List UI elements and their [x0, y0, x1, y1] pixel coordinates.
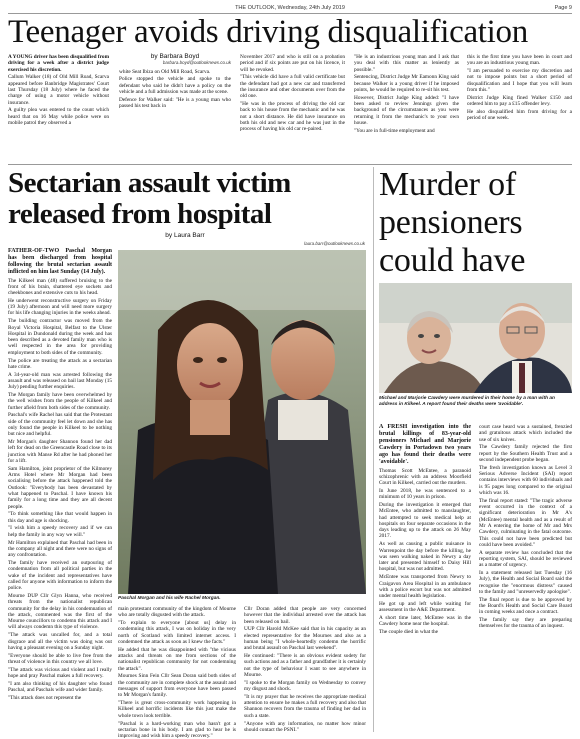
article1-email: barbara.boyd@outlooknews.co.uk: [162, 60, 231, 66]
article3-col1-p2: In June 2018, he was sentenced to a minimum of 10 years in prison.: [379, 487, 471, 501]
article2-col1-p0: FATHER-OF-TWO Paschal Morgan has been discharged from hospital following the brutal sectarian assault inflicted on him last Sunday (14 July).: [8, 248, 112, 275]
section-divider: [8, 164, 572, 165]
article2-col1-p6: The Morgan family have been overwhelmed by the well wishes from the people of Kilkeel and further afield from both sides of the community.: [8, 392, 112, 411]
page-number: Page 9: [554, 5, 572, 11]
article1-col3-p2: "He was in the process of driving the old car back to his house from the mechanic and he was not a short distance. He did have insurance on both his old and new car and he was just in the process of having his old car re-paired.: [240, 101, 345, 133]
article2-col1-p3: The building contractor was moved from the Royal Victoria Hospital, Belfast to the Ulster Hospital in Dundonald during the week and has been described as a devoted family man who is well respected in the area for providing employment to both sides of the community.: [8, 318, 112, 356]
article1-col1-p2: A guilty plea was entered to the count which heard that on 16 May while police were on mobile patrol they observed a: [8, 107, 109, 126]
article2-col3-p2: He continued: "There is an obvious evident sodety for such actions and as a father and grandfather it is certainly not the type of behaviour I want to see anywhere in Mourne.: [244, 653, 366, 678]
article3-headline: Murder of pensioners could have: [379, 166, 526, 279]
pensioners-photo-image: [379, 283, 572, 393]
article3-col1-p0: A FRESH investigation into the brutal killings of 83-year-old pensioners Michael and Marjorie Cawdery in Portadown two years ago has found their deaths were 'avoidable'.: [379, 424, 471, 465]
article3-col1-p5: McEntee was transported from Newry to Craigavon Area Hospital in an ambulance with a police escort but was not admitted under mental health legislation.: [379, 574, 471, 600]
article3-col2-p6: The final report is due to be approved by the Board's Health and Social Care Board in coming weeks and once a contract.: [479, 596, 572, 616]
article2-col1-p12: Mr Hamilton explained that Paschal had been in the company all night and there were no signs of any confrontation.: [8, 539, 112, 559]
article1-col3-p0: November 2017 and who is still on a probation period and if six points are put on his licence, it will be revoked.: [240, 54, 345, 73]
article2-email: laura.barr@outlooknews.co.uk: [304, 241, 365, 246]
article2-col2-p0: main protestant community of the kingdom of Mourne who are totally disgusted with the attack.: [118, 606, 236, 619]
article3-col2: [479, 424, 572, 732]
article1-col1-p0: A YOUNG driver has been disqualified from driving for a week after a district judge exercised his discretion.: [8, 54, 109, 73]
couple-photo: [118, 250, 366, 594]
page-header-bar: [8, 4, 572, 14]
article1-byline: by Barbara Boyd: [150, 53, 200, 60]
article3-col2-p2: The fresh investigation known as Level 3 Serious Adverse Incident (SAI) report contains interviews with 60 individuals and is 95 pages long compared to the original which was 16.: [479, 464, 572, 496]
article1-col5: [467, 54, 572, 164]
article1-col3: [240, 54, 345, 164]
article2-col3-p0: Cllr Doran added that people are very concerned however that the individual arrested over the attack has been released on bail.: [244, 606, 366, 625]
article3-col2-p7: The family say they are preparing themselves for the trauma of an inquest.: [479, 617, 572, 630]
article2-col1-p17: "The attack was vicious and violent and I really hope and pray Paschal makes a full recovery.: [8, 666, 112, 680]
article2-col2-p1: "To explain to everyone [about us] delay in condemning this attack, I was on holiday in the very north of Scotland with limited internet access. I condemned the attack as soon as I knew the facts.": [118, 620, 236, 645]
article2-col3: [244, 606, 366, 732]
article2-headline: Sectarian assault victim released from hospital: [8, 167, 291, 230]
article2-col2-p2: He added that he was disappointed with "the vicious attacks and threats on me from sections of the nationalist republican community for not condemning the attack".: [118, 646, 236, 672]
article2-col1-p1: The Kilkeel man (48) suffered bruising to the front of his brain, shattered eye sockets and cheekbones and extensive cuts to his head.: [8, 277, 112, 297]
article1-col1-p1: Callum Walker (18) of Old Mill Road, Scarva appeared before Banbridge Magistrates' Court last Thursday (18 July) where he faced the charge of using a motor vehicle without insurance.: [8, 74, 109, 106]
article1-col5-p0: this is the first time you have been in court and you are an industrious young man.: [467, 54, 572, 67]
article3-col2-p4: A separate review has concluded that the reporting system, SAI, should be reviewed as a matter of urgency.: [479, 549, 572, 569]
article2-col3-p3: "I spoke to the Morgan family on Wednesday to convey my disgust and shock.: [244, 679, 366, 693]
article1-col1: [8, 54, 109, 164]
article2-col1-p4: The police are treating the attack as a sectarian hate crime.: [8, 357, 112, 370]
article2-col2: [118, 606, 236, 739]
article2-col2-p4: "There is great cross-community work happening in Kilkeel and horrific incidents like this just make the whole town look terrible.: [118, 700, 236, 719]
article2-byline: by Laura Barr: [165, 232, 205, 239]
article2-col1-p7: Paschal's wife Rachel has said that the Protestant side of the community feel let down and she has only found the people in Kilkeel to be nothing but nice and helpful.: [8, 412, 112, 438]
couple-photo-image: [118, 250, 366, 594]
article2-col2-p3: Mournes Sinn Fein Cllr Sean Doran said both sides of the community are in complete shock at the assault and messages of support from everyone have been passed to Mr Morgan's family.: [118, 673, 236, 699]
article2-col1-p14: Mourne DUP Cllr Glyn Hanna, who received threats from the nationalist republican community for the delay in his condemnation of the attack, commented was the first of the Mourne councillors to condemn this attack and I will always condemn this type of violence.: [8, 592, 112, 631]
article1-col4-p1: Sentencing, District Judge Mr Eamonn King said because Walker is a young driver if he imposed points, he would be required to re-sit his test.: [354, 74, 459, 93]
article3-col1: [379, 424, 471, 732]
article2-col3-p5: "Anyone with any information, no matter how minor should contact the PSNI.": [244, 720, 366, 733]
article2-col3-p1: UUP Cllr Harold McKee said that in his capacity as an elected representative for the Mournes and also as a human being "I whole-heartedly condemn the horrific and brutal assault on Paschal last weekend".: [244, 626, 366, 652]
article2-col1-p9: Sam Hamilton, joint proprietor of the Kilmorey Arms Hotel where Mr Morgan had been socialising before the attack happened told the Outlook: "Everybody has been devastated by what happened to Paschal. I have known his family for a long time and they are all decent people.: [8, 465, 112, 510]
article2-col1-p5: A 34-year-old man was arrested following the assault and was released on bail last Monday (15 July) pending further enquiries.: [8, 371, 112, 391]
article2-col1-p18: "I am also thinking of his daughter who found Paschal, and Paschals wife and wider family.: [8, 680, 112, 694]
article1-col2-p2: Defence for Walker said: "He is a young man who passed his test back in: [119, 96, 231, 110]
article1-headline: Teenager avoids driving disqualification: [8, 14, 528, 50]
article3-col1-p1: Thomas Scott McEntee, a paranoid schizophrenic with an address Moorfield Court in Kilkeel, carried out the murders.: [379, 467, 471, 487]
article1-col4-p3: "You are in full-time employment and: [354, 127, 435, 134]
article2-col2-p5: "Paschal is a hard-working man who hasn't got a sectarian bone in his body. I am glad to hear he is improving and wish him a speedy recovery.": [118, 720, 236, 739]
pensioners-photo-caption: Michael and Marjorie Cawdery were murdered in their home by a man with an address in Kilkeel. A report found their deaths were 'avoidable'.: [379, 396, 555, 407]
article3-col2-p5: In a statement released last Tuesday (16 July), the Health and Social Board said the recognise the "enormous distress" caused to the family and "unreservedly apologise".: [479, 570, 572, 595]
article2-col1-p10: "To think something like that would happen in this day and age is shocking.: [8, 511, 112, 524]
article2-col1-p13: The family have received an outpouring of condemnation from all political parties in the wake of the incident and representatives have called for anyone with information to inform the police.: [8, 559, 112, 592]
publication-line: THE OUTLOOK, Wednesday, 24th July 2019: [235, 5, 345, 11]
article1-col2-p0: white Seat Ibiza on Old Mill Road, Scarva.: [119, 68, 211, 75]
article3-col2-p0: court case heard was a sustained, frenzied and gratuitous attack which included the use of six knives.: [479, 424, 572, 443]
article3-col1-p6: He got up and left while waiting for assessment in the A&E Department.: [379, 600, 471, 614]
article3-col1-p7: A short time later, McEntee was in the Cawdery home near the hospital.: [379, 615, 471, 628]
article2-col1-p15: "The attack was uncalled for, and a total disgrace and all the victim was doing was out having a pleasant evening on a Sunday night.: [8, 632, 112, 651]
article1-col4: [354, 54, 459, 164]
article3-col1-p4: As well as causing a public nuisance in Warrenpoint the day before the killing, he was seen walking naked in Newry a day later and presented himself to Daisy Hill hospital, but was not admitted.: [379, 541, 471, 573]
article1-col5-p1: "I am persuaded to exercise my discretion and not to impose points but a short period of disqualification and I hope that you will learn from this.": [467, 68, 572, 93]
pensioners-photo: [379, 283, 572, 393]
article3-col2-p3: The final report stated: "The tragic adverse event occurred in the context of a significant deterioration in Mr A's (McEntee) mental health and as a result of Mr A entering the home of Mr and Mrs Cawdery, culminating in the fatal outcome. This could not have been predicted but could have been avoided.": [479, 497, 572, 548]
article1-col4-p0: "He is an industrious young man and I ask that you deal with this matter as leniently as possible.": [354, 54, 459, 73]
article1-col5-p3: He also disqualified him from driving for a period of one week.: [467, 108, 572, 122]
article1-col3-p1: "This vehicle did have a full valid certificate but the defendant had got a new car and transferred the insurance and other documents over from the old one.: [240, 74, 345, 100]
article2-col3-p4: "It is my prayer that he receives the appropriate medical attention to ensure he makes a full recovery and also that Shannon recovers from the trauma of finding her dad in such a state.: [244, 693, 366, 719]
article3-col2-p1: The Cawdery family rejected the first report by the Southern Health Trust and a second independent probe began.: [479, 444, 572, 463]
couple-photo-caption: Paschal Morgan and his wife Rachel Morgan.: [118, 596, 221, 601]
article3-col1-p3: During the investigation it emerged that McEntee, who admitted to manslaughter, had attempted to seek medical help at hospitals on four separate occasions in the days leading up to the attack on 26 May 2017.: [379, 501, 471, 540]
article1-col2: [119, 54, 231, 164]
article2-col1: [8, 248, 112, 732]
article2-col1-p2: He underwent reconstructive surgery on Friday (19 July) afternoon and will need more surgery for his life changing injuries in the weeks ahead.: [8, 297, 112, 317]
article1-col2-p1: Police stopped the vehicle and spoke to the defendant who said he didn't have a policy on the vehicle and a full admission was made at the scene.: [119, 76, 231, 95]
column-divider: [373, 167, 374, 732]
article1-col4-p2: However, District Judge King added: "I have been asked to review Jennings given the background of the circumstances as you were returning it from the mechanic's to your own house.: [354, 94, 459, 126]
article3-col1-p8: The couple died in what the: [379, 629, 438, 636]
article1-col5-p2: District Judge King fined Walker £150 and ordered him to pay a £15 offender levy.: [467, 94, 572, 108]
article2-col1-p16: "Everyone should be able to live free from the threat of violence in this country we all love.: [8, 652, 112, 665]
article2-col1-p8: Mr Morgan's daughter Shannon found her dad left for dead on the Greencastle Road close to its junction with Manse Rd after he had phoned her for a lift.: [8, 439, 112, 465]
article2-col1-p19: "This attack does not represent the: [8, 694, 82, 701]
article2-col1-p11: "I wish him a speedy recovery and if we can help the family in any way we will.": [8, 525, 112, 538]
